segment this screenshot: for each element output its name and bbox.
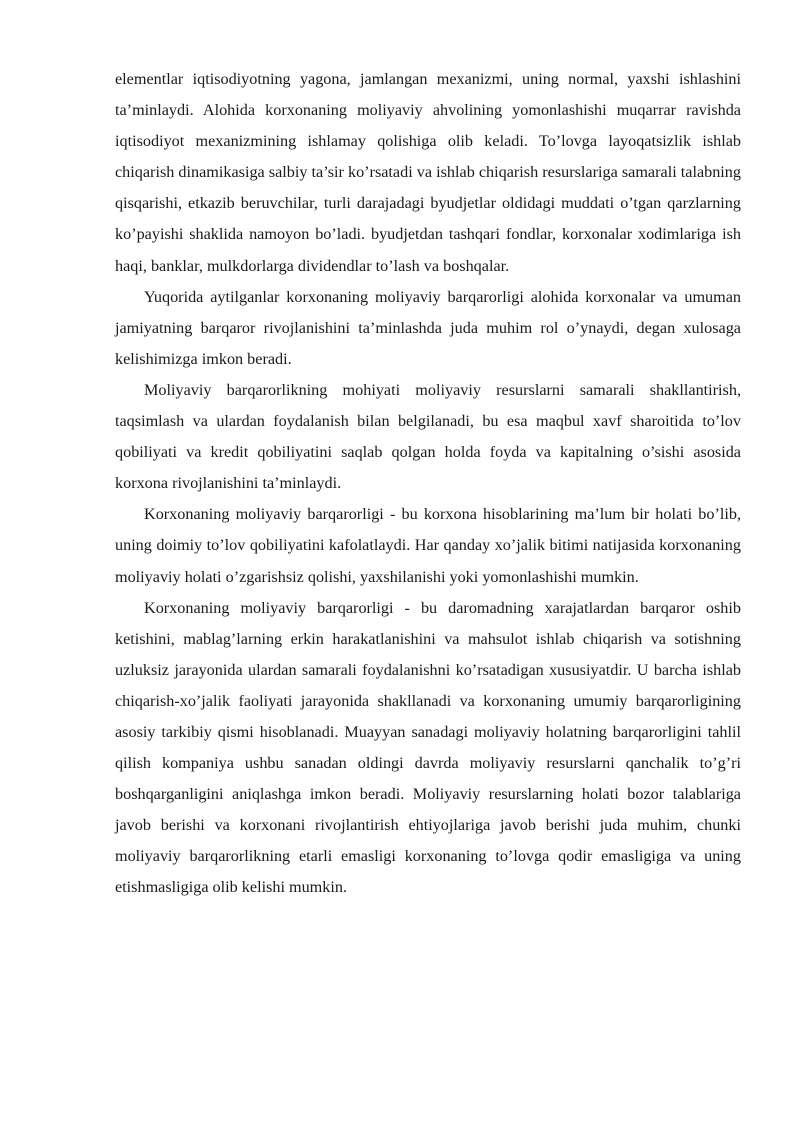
- paragraph-5: Korxonaning moliyaviy barqarorligi - bu daromadning xarajatlardan barqaror oshib ketishini, mablag’larning erkin harakatlanishini va mahsulot ishlab chiqarish va sotishning uzluksiz jarayonida ulardan samarali foydalanishni ko’rsatadigan xususiyatdir. U barcha ishlab chiqarish-xo’jalik faoliyati jarayonida shakllanadi va korxonaning umumiy barqarorligining asosiy tarkibiy qismi hisoblanadi. Muayyan sanadagi moliyaviy holatning barqarorligini tahlil qilish kompaniya ushbu sanadan oldingi davrda moliyaviy resurslarni qanchalik to’g’ri boshqarganligini aniqlashga imkon beradi. Moliyaviy resurslarning holati bozor talablariga javob berishi va korxonani rivojlantirish ehtiyojlariga javob berishi juda muhim, chunki moliyaviy barqarorlikning etarli emasligi korxonaning to’lovga qodir emasligiga va uning etishmasligiga olib kelishi mumkin.: [115, 598, 741, 897]
- document-page: [115, 64, 741, 904]
- paragraph-4: Korxonaning moliyaviy barqarorligi - bu korxona hisoblarining ma’lum bir holati bo’lib, uning doimiy to’lov qobiliyatini kafolatlaydi. Har qanday xo’jalik bitimi natijasida korxonaning moliyaviy holati o’zgarishsiz qolishi, yaxshilanishi yoki yomonlashishi mumkin.: [115, 505, 741, 586]
- paragraph-2: Yuqorida aytilganlar korxonaning moliyaviy barqarorligi alohida korxonalar va umuman jamiyatning barqaror rivojlanishini ta’minlashda juda muhim rol o’ynaydi, degan xulosaga kelishimizga imkon beradi.: [115, 287, 741, 368]
- paragraph-3: Moliyaviy barqarorlikning mohiyati moliyaviy resurslarni samarali shakllantirish, taqsimlash va ulardan foydalanish bilan belgilanadi, bu esa maqbul xavf sharoitida to’lov qobiliyati va kredit qobiliyatini saqlab qolgan holda foyda va kapitalning o’sishi asosida korxona rivojlanishini ta’minlaydi.: [115, 380, 741, 493]
- paragraph-1: elementlar iqtisodiyotning yagona, jamlangan mexanizmi, uning normal, yaxshi ishlashini ta’minlaydi. Alohida korxonaning moliyaviy ahvolining yomonlashishi muqarrar ravishda iqtisodiyot mexanizmining ishlamay qolishiga olib keladi. To’lovga layoqatsizlik ishlab chiqarish dinamikasiga salbiy ta’sir ko’rsatadi va ishlab chiqarish resurslariga samarali talabning qisqarishi, etkazib beruvchilar, turli darajadagi byudjetlar oldidagi muddati o’tgan qarzlarning ko’payishi shaklida namoyon bo’ladi. byudjetdan tashqari fondlar, korxonalar xodimlariga ish haqi, banklar, mulkdorlarga dividendlar to’lash va boshqalar.: [115, 70, 741, 275]
